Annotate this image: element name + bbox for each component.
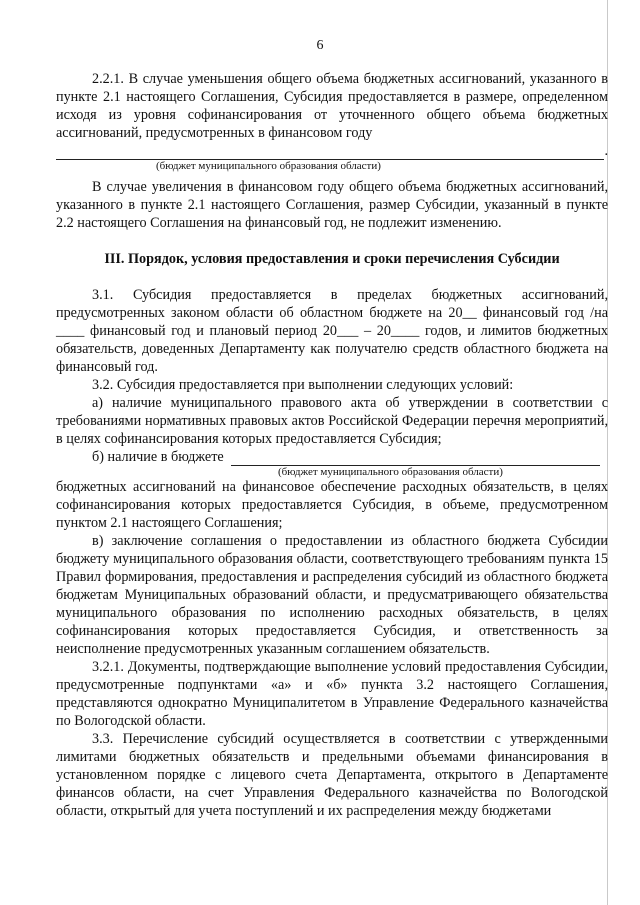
paragraph-3-2: 3.2. Субсидия предоставляется при выполнении следующих условий: (92, 377, 514, 393)
paragraph-3-2-a: а) наличие муниципального правового акта об утверждении в соответствии с требованиями нормативных правовых актов Российской Федерации перечня мероприятий, в целях софинансирования которых предоставляется Субсидия; (56, 395, 608, 447)
paragraph-3-2-b-continuation: бюджетных ассигнований на финансовое обеспечение расходных обязательств, в целях софинансирования которых предоставляется Субсидия, в объеме, предусмотренном пунктом 2.1 настоящего Соглашения; (56, 479, 608, 531)
paragraph-3-3: 3.3. Перечисление субсидий осуществляется в соответствии с утвержденными лимитами бюджетных обязательств и предельными объемами финансирования в установленном порядке с лицевого счета Департамента, открытого в Департаменте финансов области, на счет Управления Федерального казначейства по Вологодской области, открытый для учета поступлений и их распределения между бюджетами (56, 731, 608, 819)
paragraph-3-2-v: в) заключение соглашения о предоставлении из областного бюджета Субсидии бюджету муниципального образования области, соответствующего требованиям пункта 15 Правил формирования, предоставления и распределения субсидий из областного бюджета бюджетам Муниципальных образований области, и предусматривающего обязательства муниципального образования по исполнению расходных обязательств, в целях софинансирования которых предоставляется Субсидия, и ответственность за неисполнение предусмотренных указанным соглашением обязательств. (56, 533, 608, 657)
page-number: 6 (316, 38, 324, 53)
paragraph-2-2-1: 2.2.1. В случае уменьшения общего объема бюджетных ассигнований, указанного в пункте 2.1 настоящего Соглашения, Субсидия предоставляется в размере, определенном исходя из уровня софинансирования от уточненного общего объема бюджетных ассигнований, предусмотренных в финансовом году (56, 71, 608, 141)
paragraph-3-1: 3.1. Субсидия предоставляется в пределах бюджетных ассигнований, предусмотренных законом области об областном бюджете на 20__ финансовый год /на ____ финансовый год и плановый период 20___ – 20____ годов, и лимитов бюджетных обязательств, доведенных Департаменту как получателю средств областного бюджета на финансовый год. (56, 287, 608, 375)
document-body (56, 70, 608, 820)
blank-caption: (бюджет муниципального образования области) (156, 160, 381, 172)
section-heading: III. Порядок, условия предоставления и сроки перечисления Субсидии (104, 251, 560, 267)
blank-caption-2: (бюджет муниципального образования области) (278, 466, 503, 478)
paragraph-3-2-b-label: б) наличие в бюджете (92, 449, 228, 465)
blank-line-end: . (604, 143, 608, 159)
paragraph-increase: В случае увеличения в финансовом году общего объема бюджетных ассигнований, указанного в пункте 2.1 настоящего Соглашения, размер Субсидии, указанный в пункте 2.2 настоящего Соглашения на финансовый год, не подлежит изменению. (56, 179, 608, 231)
paragraph-3-2-b-line (56, 448, 608, 466)
paragraph-3-2-1: 3.2.1. Документы, подтверждающие выполнение условий предоставления Субсидии, предусмотренные подпунктами «а» и «б» пункта 3.2 настоящего Соглашения, представляются однократно Муниципалитетом в Управление Федерального казначейства по Вологодской области. (56, 659, 608, 729)
budget-blank-line (56, 142, 608, 160)
